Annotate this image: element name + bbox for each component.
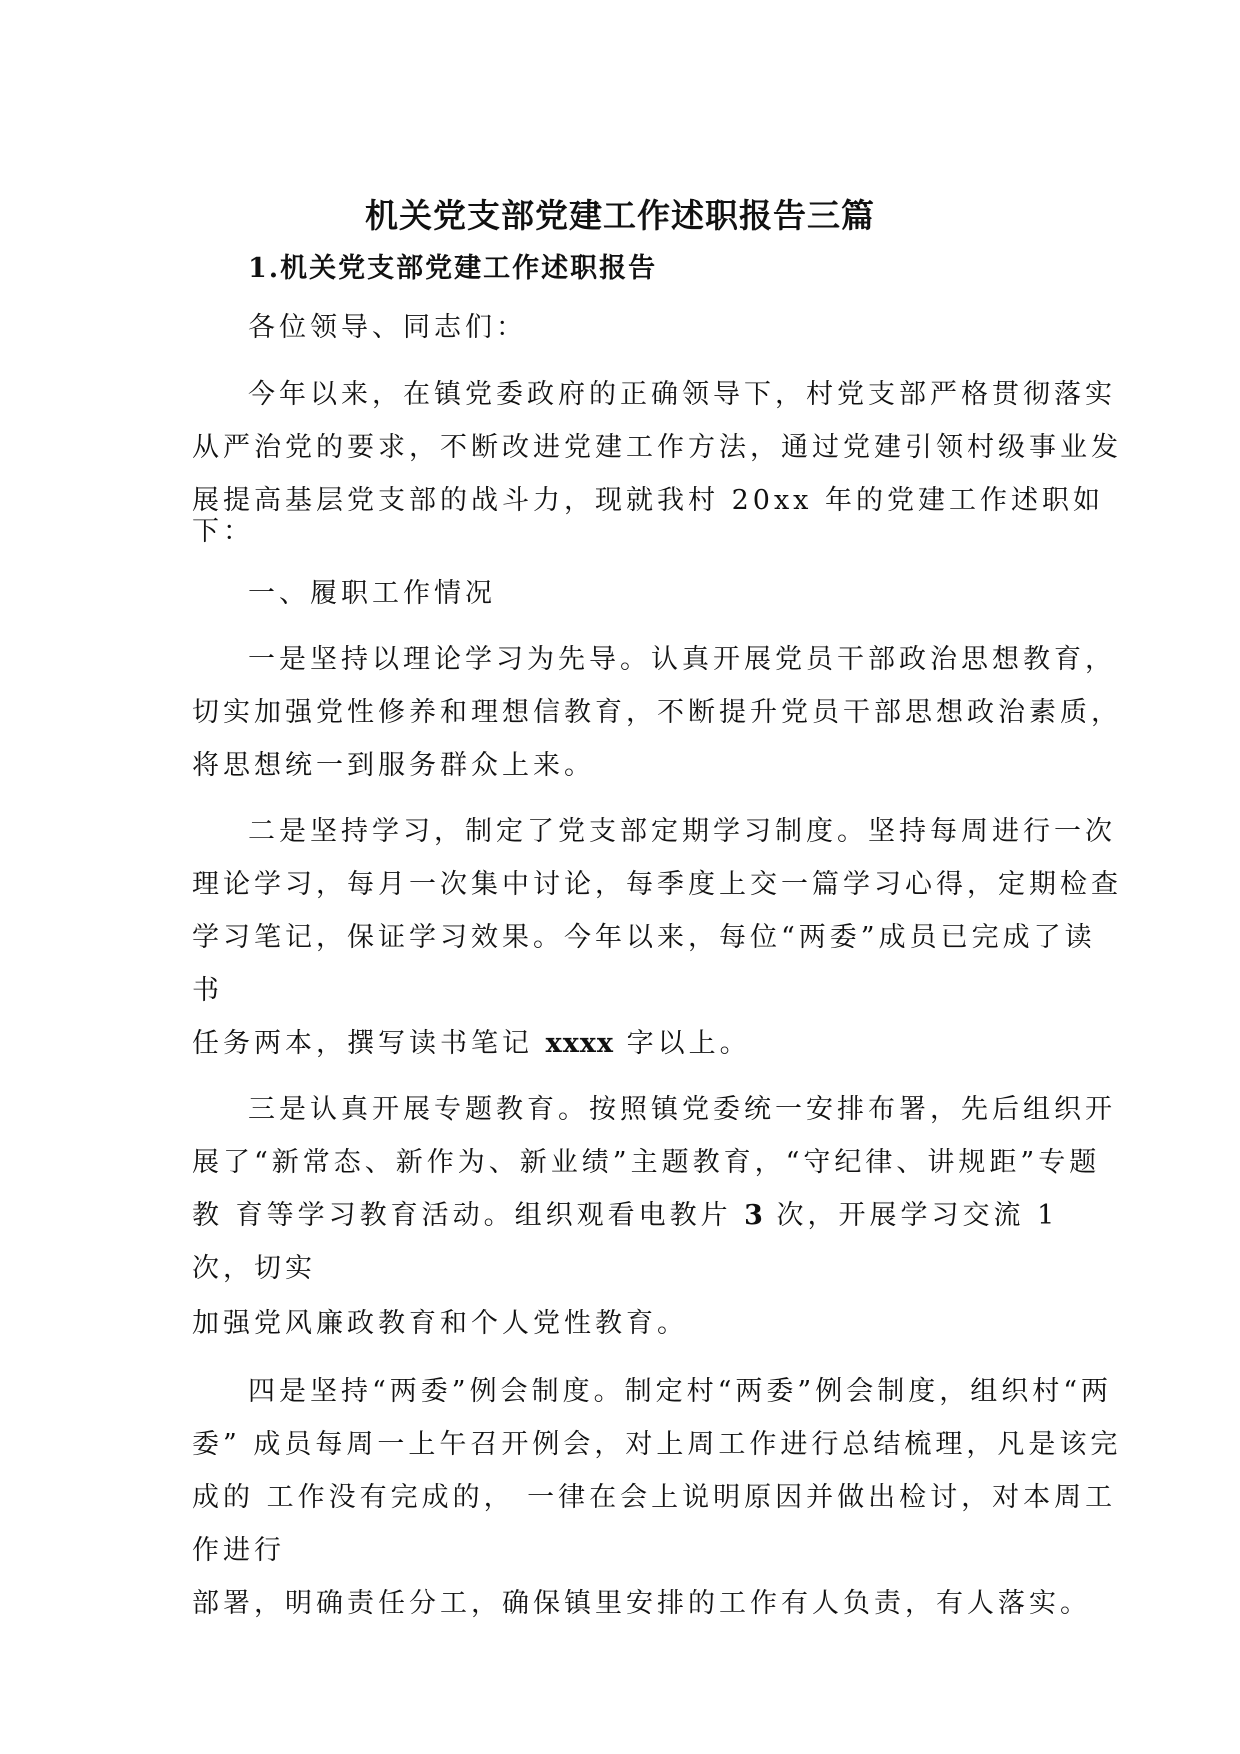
p4-line-3: 成的 工作没有完成的， 一律在会上说明原因并做出检讨，对本周工: [192, 1482, 1117, 1513]
p1-line-1: 一是坚持以理论学习为先导。认真开展党员干部政治思想教育，: [248, 644, 1116, 675]
p1-line-3: 将思想统一到服务群众上来。: [192, 750, 595, 781]
p3-line-5: 加强党风廉政教育和个人党性教育。: [192, 1308, 688, 1339]
intro-line-1: 今年以来，在镇党委政府的正确领导下，村党支部严格贯彻落实: [248, 379, 1116, 410]
p3-line-4: 次，切实: [192, 1253, 316, 1284]
section-heading: 1.机关党支部党建工作述职报告: [248, 253, 658, 284]
heading-duty: 一、履职工作情况: [248, 578, 496, 609]
p2-line-4: 书: [192, 975, 223, 1006]
intro-line-4: 下：: [192, 516, 254, 547]
p2-line-3: 学习笔记，保证学习效果。今年以来，每位“两委”成员已完成了读: [192, 922, 1096, 953]
intro-line-3: 展提高基层党支部的战斗力，现就我村 20xx 年的党建工作述职如: [192, 485, 1104, 516]
p4-line-4: 作进行: [192, 1535, 285, 1566]
intro-line-2: 从严治党的要求，不断改进党建工作方法，通过党建引领村级事业发: [192, 432, 1122, 463]
p4-line-5: 部署，明确责任分工，确保镇里安排的工作有人负责，有人落实。: [192, 1588, 1091, 1619]
p3-line-2: 展了“新常态、新作为、新业绩”主题教育，“守纪律、讲规距”专题: [192, 1147, 1101, 1178]
p2-line-1: 二是坚持学习，制定了党支部定期学习制度。坚持每周进行一次: [248, 816, 1116, 847]
p2-line-2: 理论学习，每月一次集中讨论，每季度上交一篇学习心得，定期检查: [192, 869, 1122, 900]
p4-line-1: 四是坚持“两委”例会制度。制定村“两委”例会制度，组织村“两: [248, 1376, 1113, 1407]
document-title: 机关党支部党建工作述职报告三篇: [365, 196, 875, 235]
salutation: 各位领导、同志们：: [248, 312, 527, 343]
p3-line-3: 教 育等学习教育活动。组织观看电教片 3 次，开展学习交流 1: [192, 1200, 1059, 1231]
p1-line-2: 切实加强党性修养和理想信教育，不断提升党员干部思想政治素质，: [192, 697, 1122, 728]
p2-line-5: 任务两本，撰写读书笔记 xxxx 字以上。: [192, 1028, 751, 1059]
p4-line-2: 委” 成员每周一上午召开例会，对上周工作进行总结梳理，凡是该完: [192, 1429, 1122, 1460]
p3-line-1: 三是认真开展专题教育。按照镇党委统一安排布署，先后组织开: [248, 1094, 1116, 1125]
